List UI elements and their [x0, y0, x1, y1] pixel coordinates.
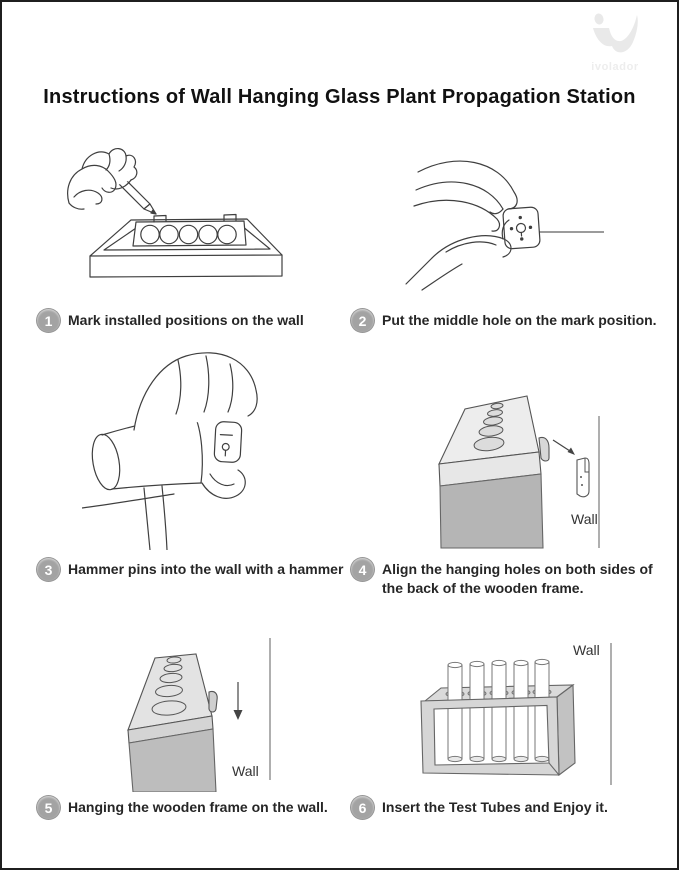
step1-caption: Mark installed positions on the wall [68, 312, 304, 328]
step5-caption-row [37, 796, 328, 819]
down-arrow [234, 682, 243, 720]
hammer [88, 414, 202, 550]
step2-caption: Put the middle hole on the mark position. [382, 312, 657, 328]
brand-name: ivolador [591, 61, 639, 73]
step1-number-badge: 1 [37, 309, 60, 332]
step6-illustration [407, 635, 635, 797]
wall-label: Wall [232, 763, 259, 779]
step3-illustration [82, 338, 297, 550]
step5-illustration [112, 632, 292, 792]
wall-label: Wall [571, 511, 598, 527]
page-title: Instructions of Wall Hanging Glass Plant Propagation Station [43, 86, 636, 108]
step3-caption-row [37, 558, 343, 581]
step3-number-badge: 3 [37, 558, 60, 581]
step2-caption-row [351, 309, 657, 332]
step5-caption: Hanging the wooden frame on the wall. [68, 799, 328, 815]
brand-watermark [577, 12, 653, 73]
step4-illustration [425, 392, 657, 552]
test-tubes [448, 659, 549, 761]
step6-number-badge: 6 [351, 796, 374, 819]
step4-caption-row [351, 558, 670, 598]
wooden-frame-3d [128, 654, 217, 792]
frame-hanging-hole [209, 691, 217, 712]
wooden-frame-3d [439, 396, 549, 548]
hand-holding-pencil [68, 149, 137, 210]
wall-label: Wall [573, 642, 600, 658]
wall-edge-line [82, 494, 174, 508]
step5-number-badge: 5 [37, 796, 60, 819]
pinching-hand [406, 161, 517, 290]
step3-caption: Hammer pins into the wall with a hammer [68, 561, 344, 577]
frame-hanging-hole [539, 437, 549, 461]
step6-caption-row [351, 796, 608, 819]
step2-number-badge: 2 [351, 309, 374, 332]
alignment-arrow [553, 440, 575, 455]
step6-caption: Insert the Test Tubes and Enjoy it. [382, 799, 608, 815]
step1-caption-row [37, 309, 304, 332]
brand-logo-icon [585, 12, 645, 56]
step2-illustration [404, 152, 644, 292]
step4-caption: Align the hanging holes on both sides of the back of the wooden frame. [382, 561, 653, 596]
pin-bracket [214, 421, 242, 462]
step1-illustration [62, 147, 307, 305]
wooden-frame-top-view [90, 215, 282, 278]
step4-number-badge: 4 [351, 558, 374, 581]
wall-hook [577, 458, 589, 497]
